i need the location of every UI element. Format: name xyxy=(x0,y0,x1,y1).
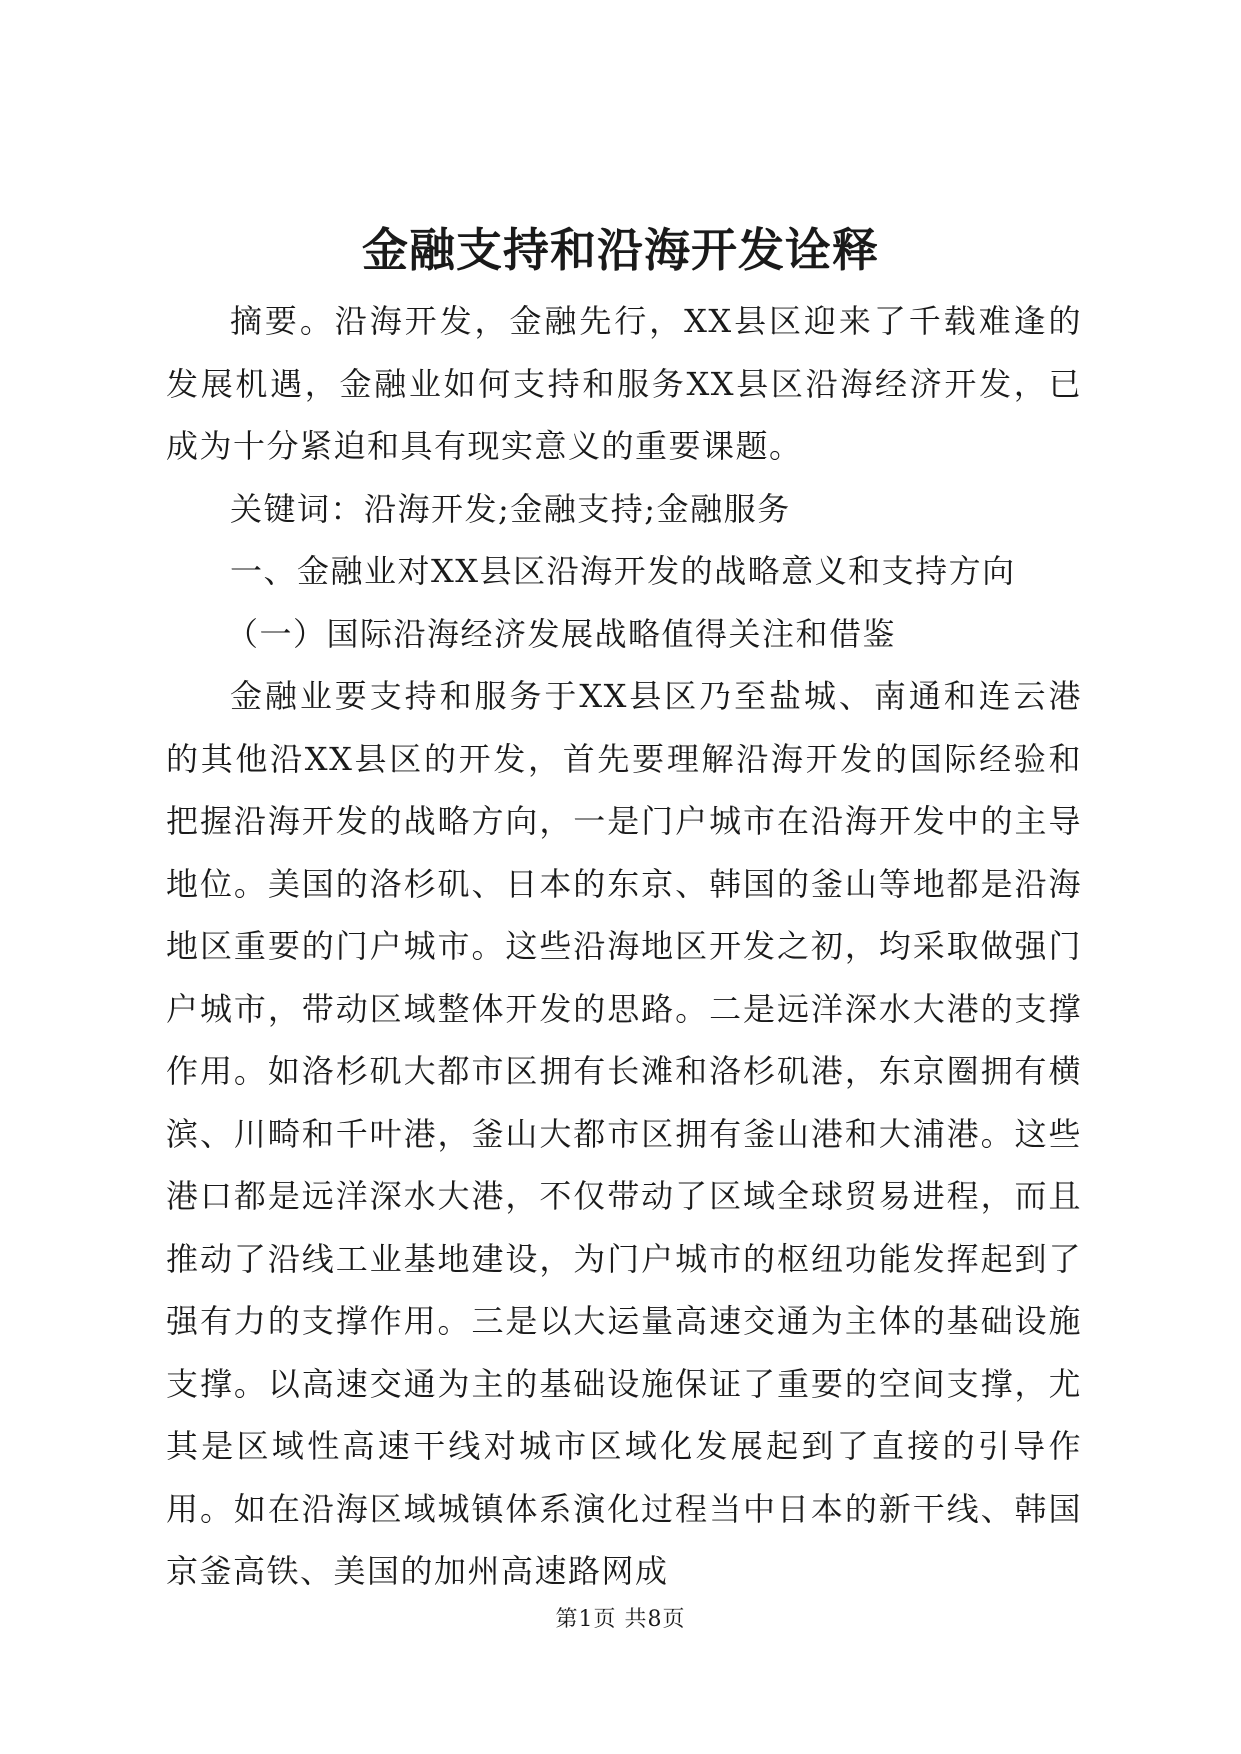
body-paragraph: 金融业要支持和服务于XX县区乃至盐城、南通和连云港的其他沿XX县区的开发，首先要理解沿海开发的国际经验和把握沿海开发的战略方向，一是门户城市在沿海开发中的主导地位。美国的洛杉矶、日本的东京、韩国的釜山等地都是沿海地区重要的门户城市。这些沿海地区开发之初，均采取做强门户城市，带动区域整体开发的思路。二是远洋深水大港的支撑作用。如洛杉矶大都市区拥有长滩和洛杉矶港，东京圈拥有横滨、川畸和千叶港，釜山大都市区拥有釜山港和大浦港。这些港口都是远洋深水大港，不仅带动了区域全球贸易进程，而且推动了沿线工业基地建设，为门户城市的枢纽功能发挥起到了强有力的支撑作用。三是以大运量高速交通为主体的基础设施支撑。以高速交通为主的基础设施保证了重要的空间支撑，尤其是区域性高速干线对城市区域化发展起到了直接的引导作用。如在沿海区域城镇体系演化过程当中日本的新干线、韩国京釜高铁、美国的加州高速路网成 xyxy=(166,677,1082,1590)
document-title: 金融支持和沿海开发诠释 xyxy=(362,223,879,277)
subsection-heading: （一）国际沿海经济发展战略值得关注和借鉴 xyxy=(226,614,897,653)
document-body xyxy=(166,290,1082,1603)
abstract-paragraph: 摘要。沿海开发，金融先行，XX县区迎来了千载难逢的发展机遇，金融业如何支持和服务XX县区沿海经济开发，已成为十分紧迫和具有现实意义的重要课题。 xyxy=(166,302,1082,465)
page-number-footer: 第1页 共8页 xyxy=(555,1607,686,1632)
keywords-line: 关键词：沿海开发;金融支持;金融服务 xyxy=(230,489,791,528)
section-heading: 一、金融业对XX县区沿海开发的战略意义和支持方向 xyxy=(230,552,1016,590)
